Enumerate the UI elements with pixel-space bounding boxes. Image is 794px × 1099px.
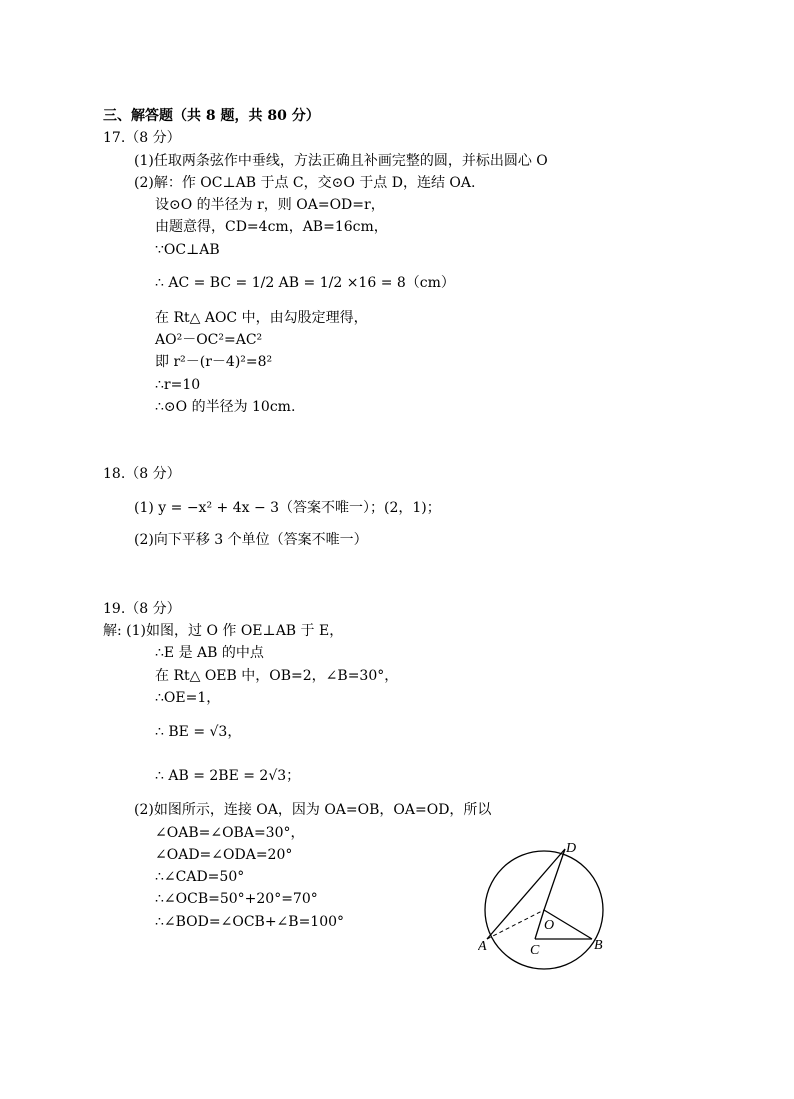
q19-line-2: ∴E 是 AB 的中点: [155, 645, 264, 661]
q19-line-6: ∴ AB = 2BE = 2√3；: [155, 768, 301, 784]
q17-line-3: 设⊙O 的半径为 r，则 OA=OD=r，: [155, 197, 385, 213]
q17-line-6: ∴ AC = BC = 1/2 AB = 1/2 ×16 = 8（cm）: [155, 275, 455, 291]
label-C: C: [530, 943, 540, 958]
q19-line-11: ∴∠OCB=50°+20°=70°: [155, 891, 318, 907]
q19-line-8: ∠OAB=∠OBA=30°，: [155, 825, 305, 841]
q17-line-2: (2)解：作 OC⊥AB 于点 C，交⊙O 于点 D，连结 OA.: [134, 175, 476, 191]
q17-line-7: 在 Rt△ AOC 中，由勾股定理得，: [155, 310, 368, 326]
q19-line-5: ∴ BE = √3，: [155, 724, 242, 740]
q17-line-11: ∴⊙O 的半径为 10cm.: [155, 399, 296, 415]
segment-OD: [544, 849, 565, 910]
label-D: D: [566, 841, 577, 856]
label-O: O: [544, 918, 555, 933]
q19-line-7: (2)如图所示，连接 OA，因为 OA=OB，OA=OD，所以: [134, 802, 492, 818]
q19-line-3: 在 Rt△ OEB 中，OB=2，∠B=30°，: [155, 668, 399, 684]
q17-line-8: AO²－OC²=AC²: [155, 332, 263, 348]
segment-OC: [535, 910, 544, 939]
q17-line-5: ∵OC⊥AB: [155, 242, 220, 258]
q19-line-9: ∠OAD=∠ODA=20°: [155, 847, 293, 863]
q18-line-2: (2)向下平移 3 个单位（答案不唯一）: [134, 532, 368, 548]
segment-AO-dashed: [487, 910, 544, 939]
q19-line-10: ∴∠CAD=50°: [155, 869, 245, 885]
q17-line-1: (1)任取两条弦作中垂线，方法正确且补画完整的圆，并标出圆心 O: [134, 153, 548, 169]
section-heading: 三、解答题（共 8 题，共 80 分）: [103, 108, 320, 124]
q19-line-1: 解: (1)如图，过 O 作 OE⊥AB 于 E，: [103, 623, 344, 639]
circle-figure: [478, 838, 618, 973]
q18-number: 18.（8 分）: [103, 466, 181, 482]
q19-line-4: ∴OE=1，: [155, 690, 221, 706]
label-B: B: [594, 938, 603, 953]
q19-line-12: ∴∠BOD=∠OCB+∠B=100°: [155, 914, 345, 930]
q19-number: 19.（8 分）: [103, 601, 181, 617]
q17-line-10: ∴r=10: [155, 377, 201, 393]
q17-line-4: 由题意得，CD=4cm，AB=16cm，: [155, 219, 388, 235]
q17-line-9: 即 r²－(r－4)²=8²: [155, 354, 273, 370]
label-A: A: [478, 939, 487, 954]
q18-line-1: (1) y = −x² + 4x − 3（答案不唯一）；(2，1)；: [134, 500, 441, 516]
q17-number: 17.（8 分）: [103, 130, 181, 146]
